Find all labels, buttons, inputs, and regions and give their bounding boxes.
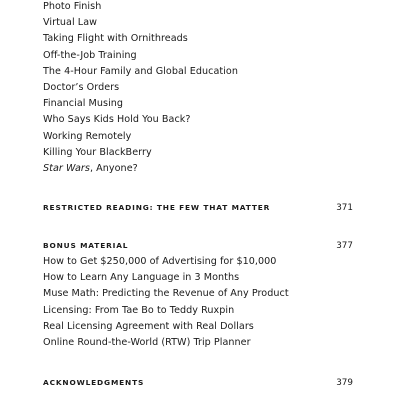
section-heading: BONUS MATERIAL [43,241,129,250]
toc-entry: The 4-Hour Family and Global Education [43,65,238,77]
toc-section-restricted [43,202,353,214]
toc-entry: How to Get $250,000 of Advertising for $10,000 [43,256,277,267]
toc-entry: Muse Math: Predicting the Revenue of Any Product [43,288,289,300]
toc-entry-title-rest: , Anyone? [89,162,138,174]
toc-entry: Real Licensing Agreement with Real Dollars [43,320,254,332]
section-heading: RESTRICTED READING: THE FEW THAT MATTER [43,203,271,212]
toc-entry: How to Learn Any Language in 3 Months [43,272,240,284]
toc-entry-italic-title: Star Wars [43,162,90,174]
toc-entry: Taking Flight with Ornithreads [43,33,188,45]
toc-entry: Off-the-Job Training [43,49,137,61]
toc-section-bonus [43,240,353,252]
toc-entry: Photo Finish [43,1,102,12]
toc-entry: Killing Your BlackBerry [43,146,152,158]
page-number: 379 [336,378,353,388]
toc-entry: Working Remotely [43,130,132,142]
page-number: 371 [336,203,353,213]
toc-entry: Licensing: From Tae Bo to Teddy Ruxpin [43,304,235,316]
toc-entry-list [43,0,238,177]
bonus-entry-list [43,254,289,351]
toc-entry: Virtual Law [43,17,98,29]
toc-entry: Online Round-the-World (RTW) Trip Planner [43,336,251,348]
toc-section-acknowledgments [43,377,353,389]
toc-entry: Doctor’s Orders [43,81,120,93]
toc-entry: Financial Musing [43,98,124,110]
section-heading: ACKNOWLEDGMENTS [43,378,145,387]
toc-entry: Who Says Kids Hold You Back? [43,114,191,126]
toc-entry-star-wars [43,161,238,177]
page-number: 377 [336,241,353,251]
